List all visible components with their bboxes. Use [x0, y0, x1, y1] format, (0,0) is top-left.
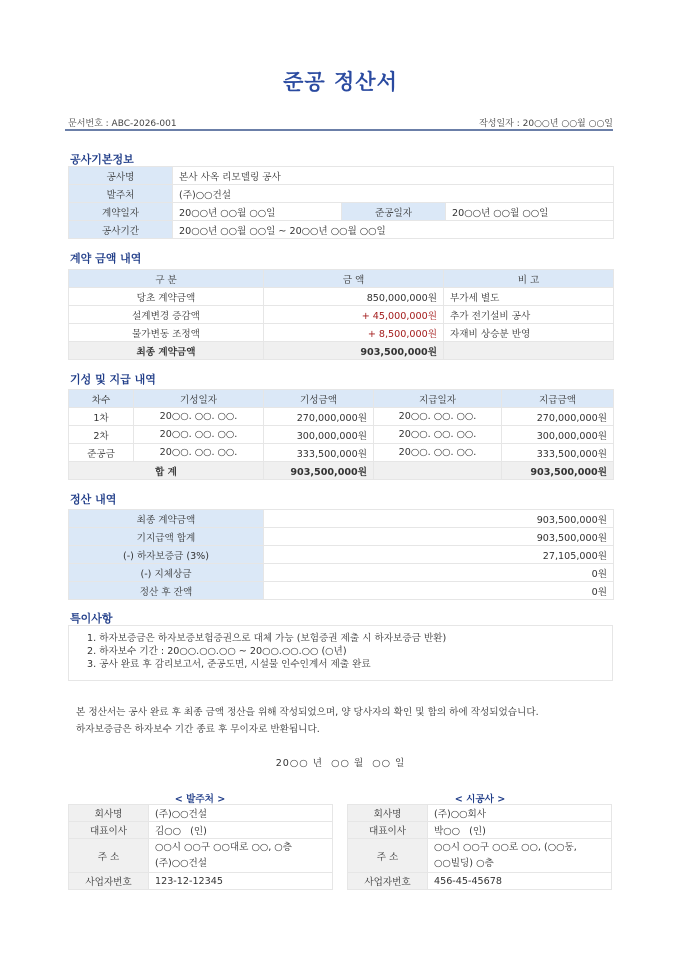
progress-amount-cell: 300,000,000원: [264, 426, 374, 444]
amount-cell: 850,000,000원: [264, 288, 444, 306]
table-row: [69, 546, 614, 564]
doc-number-label: 문서번호 :: [68, 119, 109, 129]
round-cell: 1차: [69, 408, 134, 426]
section-title-progress-payments: 기성 및 지급 내역: [70, 373, 156, 386]
progress-date-cell: 20○○. ○○. ○○.: [134, 444, 264, 462]
written-date-value: 20○○년 ○○월 ○○일: [522, 119, 613, 129]
note-cell: 부가세 별도: [444, 288, 614, 306]
address-line: ○○시 ○○구 ○○로 ○○, (○○동,: [434, 841, 577, 853]
table-header-row: [69, 390, 614, 408]
settlement-label: (-) 하자보증금 (3%): [69, 546, 264, 564]
total-payment-amount: 903,500,000원: [502, 462, 614, 480]
contractor-party-title: < 시공사 >: [454, 794, 506, 805]
settlement-label: 정산 후 잔액: [69, 582, 264, 600]
payment-date-cell: 20○○. ○○. ○○.: [374, 426, 502, 444]
address-line: ○○시 ○○구 ○○대로 ○○, ○층: [155, 841, 292, 853]
column-header: 기성금액: [264, 390, 374, 408]
label-cell: 사업자번호: [69, 873, 149, 890]
column-header: 구 분: [69, 270, 264, 288]
category-cell: 설계변경 증감액: [69, 306, 264, 324]
table-row: [69, 288, 614, 306]
statement-line: 하자보증금은 하자보수 기간 종료 후 무이자로 반환됩니다.: [76, 724, 320, 735]
table-row: [69, 564, 614, 582]
table-row: [348, 805, 612, 822]
client-company: (주)○○건설: [149, 805, 333, 822]
completion-date-value: 20○○년 ○○월 ○○일: [446, 203, 614, 221]
progress-date-cell: 20○○. ○○. ○○.: [134, 426, 264, 444]
progress-date-cell: 20○○. ○○. ○○.: [134, 408, 264, 426]
table-row: [69, 185, 614, 203]
column-header: 지급금액: [502, 390, 614, 408]
settlement-value: 27,105,000원: [264, 546, 614, 564]
table-row: [69, 426, 614, 444]
address-line: (주)○○건설: [155, 857, 208, 869]
section-title-contract-amount: 계약 금액 내역: [70, 252, 142, 265]
table-row: [69, 873, 333, 890]
statement-text: [76, 704, 616, 738]
payment-amount-cell: 270,000,000원: [502, 408, 614, 426]
column-header: 기성일자: [134, 390, 264, 408]
round-cell: 2차: [69, 426, 134, 444]
payment-amount-cell: 300,000,000원: [502, 426, 614, 444]
total-row: [69, 462, 614, 480]
table-row: [348, 822, 612, 839]
contract-amount-table: [68, 269, 614, 360]
document-info: [68, 116, 613, 129]
contractor-bizno: 456-45-45678: [428, 873, 612, 890]
table-row: [69, 203, 614, 221]
table-row: [69, 167, 614, 185]
category-cell: 당초 계약금액: [69, 288, 264, 306]
doc-number: [68, 116, 177, 129]
client-party-table: [68, 804, 333, 890]
table-row: [69, 839, 333, 873]
settlement-value: 0원: [264, 582, 614, 600]
table-row: [69, 582, 614, 600]
label-cell: 주 소: [348, 839, 428, 873]
note-cell: 추가 전기설비 공사: [444, 306, 614, 324]
column-header: 지급일자: [374, 390, 502, 408]
settlement-value: 0원: [264, 564, 614, 582]
section-title-basic-info: 공사기본정보: [70, 153, 134, 166]
table-row: [348, 839, 612, 873]
client-bizno: 123-12-12345: [149, 873, 333, 890]
label-cell: 발주처: [69, 185, 173, 203]
label-cell: 주 소: [69, 839, 149, 873]
total-note: [444, 342, 614, 360]
settlement-value: 903,500,000원: [264, 528, 614, 546]
contractor-address: [428, 839, 612, 873]
label-cell: 대표이사: [348, 822, 428, 839]
total-label: 최종 계약금액: [69, 342, 264, 360]
settlement-table: [68, 509, 614, 600]
label-cell: 공사기간: [69, 221, 173, 239]
doc-number-value: ABC-2026-001: [111, 119, 177, 129]
table-row: [69, 306, 614, 324]
table-row: [69, 408, 614, 426]
remark-item: 2. 하자보수 기간 : 20○○.○○.○○ ~ 20○○.○○.○○ (○년): [87, 646, 347, 657]
category-cell: 물가변동 조정액: [69, 324, 264, 342]
amount-cell: + 8,500,000원: [264, 324, 444, 342]
header-divider: [65, 129, 613, 131]
basic-info-table: [68, 166, 614, 239]
round-cell: 준공금: [69, 444, 134, 462]
label-cell: 준공일자: [342, 203, 446, 221]
total-progress-amount: 903,500,000원: [264, 462, 374, 480]
remark-item: 3. 공사 완료 후 감리보고서, 준공도면, 시설물 인수인계서 제출 완료: [87, 659, 371, 670]
table-row: [69, 221, 614, 239]
payment-amount-cell: 333,500,000원: [502, 444, 614, 462]
progress-amount-cell: 333,500,000원: [264, 444, 374, 462]
contractor-company: (주)○○회사: [428, 805, 612, 822]
table-row: [348, 873, 612, 890]
settlement-value: 903,500,000원: [264, 510, 614, 528]
payment-date-cell: 20○○. ○○. ○○.: [374, 444, 502, 462]
contractor-party-table: [347, 804, 612, 890]
settlement-label: 최종 계약금액: [69, 510, 264, 528]
label-cell: 회사명: [348, 805, 428, 822]
label-cell: 대표이사: [69, 822, 149, 839]
contractor-ceo: 박○○ (인): [428, 822, 612, 839]
remark-item: 1. 하자보증금은 하자보증보험증권으로 대체 가능 (보험증권 제출 시 하자보증금 반환): [87, 633, 447, 644]
client-address: [149, 839, 333, 873]
period-value: 20○○년 ○○월 ○○일 ~ 20○○년 ○○월 ○○일: [173, 221, 614, 239]
section-title-remarks: 특이사항: [70, 612, 113, 625]
label-cell: 회사명: [69, 805, 149, 822]
amount-cell: + 45,000,000원: [264, 306, 444, 324]
label-cell: 계약일자: [69, 203, 173, 221]
address-line: ○○빌딩) ○층: [434, 857, 494, 869]
empty-cell: [374, 462, 502, 480]
settlement-label: 기지급액 합계: [69, 528, 264, 546]
table-row: [69, 444, 614, 462]
column-header: 비 고: [444, 270, 614, 288]
page-title: 준공 정산서: [283, 70, 398, 94]
settlement-label: (-) 지체상금: [69, 564, 264, 582]
payment-date-cell: 20○○. ○○. ○○.: [374, 408, 502, 426]
table-row: [69, 805, 333, 822]
section-title-settlement: 정산 내역: [70, 493, 117, 506]
column-header: 차수: [69, 390, 134, 408]
progress-payments-table: [68, 389, 614, 480]
label-cell: 사업자번호: [348, 873, 428, 890]
table-header-row: [69, 270, 614, 288]
client-party-title: < 발주처 >: [174, 794, 226, 805]
table-row: [69, 324, 614, 342]
column-header: 금 액: [264, 270, 444, 288]
table-row: [69, 510, 614, 528]
note-cell: 자재비 상승분 반영: [444, 324, 614, 342]
written-date-label: 작성일자 :: [479, 119, 520, 129]
sign-date: 20○○ 년 ○○ 월 ○○ 일: [275, 758, 406, 769]
table-row: [69, 528, 614, 546]
total-row: [69, 342, 614, 360]
contract-date-value: 20○○년 ○○월 ○○일: [173, 203, 342, 221]
written-date: [479, 116, 613, 129]
project-name-value: 본사 사옥 리모델링 공사: [173, 167, 614, 185]
statement-line: 본 정산서는 공사 완료 후 최종 금액 정산을 위해 작성되었으며, 양 당사자의 확인 및 합의 하에 작성되었습니다.: [76, 707, 539, 718]
client-ceo: 김○○ (인): [149, 822, 333, 839]
table-row: [69, 822, 333, 839]
total-amount: 903,500,000원: [264, 342, 444, 360]
client-value: (주)○○건설: [173, 185, 614, 203]
progress-amount-cell: 270,000,000원: [264, 408, 374, 426]
total-label: 합 계: [69, 462, 264, 480]
label-cell: 공사명: [69, 167, 173, 185]
remarks-box: [68, 625, 613, 681]
